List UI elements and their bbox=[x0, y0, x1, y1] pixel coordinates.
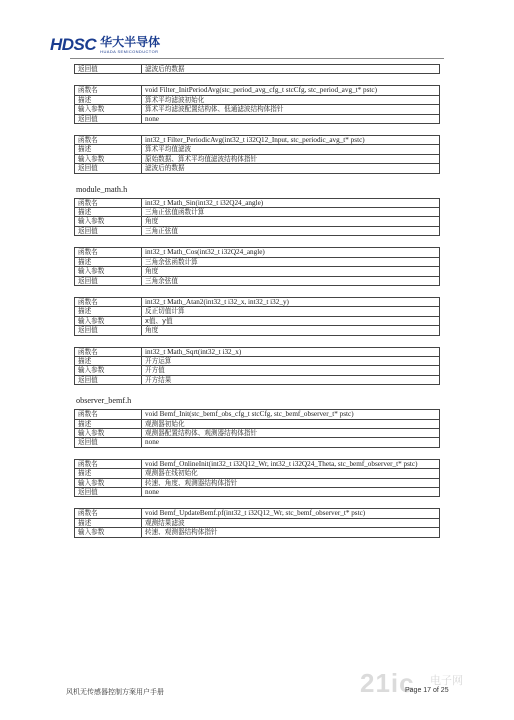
field-label: 输入参数 bbox=[75, 428, 142, 437]
footer-page-number: Page 17 of 25 bbox=[405, 687, 449, 694]
table-row bbox=[75, 509, 440, 518]
header-divider bbox=[70, 58, 444, 59]
table-row bbox=[75, 257, 440, 266]
table-row bbox=[75, 478, 440, 487]
table-row bbox=[75, 248, 440, 257]
field-label: 返回值 bbox=[75, 114, 142, 123]
field-label: 函数名 bbox=[75, 198, 142, 207]
field-label: 描述 bbox=[75, 257, 142, 266]
observer-function-tables bbox=[74, 409, 444, 548]
field-label: 返回值 bbox=[75, 65, 142, 74]
field-value: 角度 bbox=[142, 326, 440, 335]
field-label: 输入参数 bbox=[75, 105, 142, 114]
api-table bbox=[74, 135, 440, 174]
field-value: 观测器配置结构体、观测器结构体指针 bbox=[142, 428, 440, 437]
field-value: 观测器在线初始化 bbox=[142, 469, 440, 478]
field-value: 滤波后的数据 bbox=[142, 65, 440, 74]
field-label: 函数名 bbox=[75, 509, 142, 518]
field-label: 返回值 bbox=[75, 164, 142, 173]
table-row bbox=[75, 114, 440, 123]
field-value: 转速、观测器结构体指针 bbox=[142, 528, 440, 537]
field-label: 输入参数 bbox=[75, 316, 142, 325]
api-table bbox=[74, 508, 440, 537]
field-label: 返回值 bbox=[75, 326, 142, 335]
field-label: 函数名 bbox=[75, 410, 142, 419]
field-value: int32_t Math_Cos(int32_t i32Q24_angle) bbox=[142, 248, 440, 257]
field-value: 三角正弦值 bbox=[142, 226, 440, 235]
field-label: 输入参数 bbox=[75, 366, 142, 375]
api-table bbox=[74, 64, 440, 74]
table-row bbox=[75, 65, 440, 74]
api-table bbox=[74, 198, 440, 237]
api-table bbox=[74, 297, 440, 336]
field-label: 输入参数 bbox=[75, 478, 142, 487]
table-row bbox=[75, 95, 440, 104]
company-logo bbox=[50, 36, 160, 54]
table-row bbox=[75, 419, 440, 428]
table-row bbox=[75, 518, 440, 527]
field-value: 转速、角度、观测器结构体指针 bbox=[142, 478, 440, 487]
table-row bbox=[75, 326, 440, 335]
document-body bbox=[74, 64, 444, 549]
field-label: 函数名 bbox=[75, 347, 142, 356]
math-function-tables bbox=[74, 198, 444, 397]
field-value: 开方值 bbox=[142, 366, 440, 375]
table-row bbox=[75, 86, 440, 95]
field-value: none bbox=[142, 488, 440, 497]
field-label: 描述 bbox=[75, 469, 142, 478]
table-row bbox=[75, 164, 440, 173]
table-row bbox=[75, 307, 440, 316]
field-label: 输入参数 bbox=[75, 528, 142, 537]
field-value: 三角正弦值函数计算 bbox=[142, 208, 440, 217]
table-row bbox=[75, 438, 440, 447]
table-row bbox=[75, 267, 440, 276]
footer-document-title: 风机无传感器控制方案用户手册 bbox=[66, 688, 164, 696]
table-row bbox=[75, 528, 440, 537]
field-label: 函数名 bbox=[75, 86, 142, 95]
field-value: 三角余弦值 bbox=[142, 276, 440, 285]
field-value: none bbox=[142, 438, 440, 447]
field-label: 描述 bbox=[75, 95, 142, 104]
table-row bbox=[75, 366, 440, 375]
field-value: 滤波后的数据 bbox=[142, 164, 440, 173]
table-row bbox=[75, 226, 440, 235]
section-heading-math: module_math.h bbox=[76, 184, 128, 194]
table-row bbox=[75, 154, 440, 163]
table-row bbox=[75, 105, 440, 114]
table-row bbox=[75, 276, 440, 285]
field-value: 原始数据、算术平均值滤波结构体指针 bbox=[142, 154, 440, 163]
field-value: 算术平均滤波配置结构体、低通滤波结构体指针 bbox=[142, 105, 440, 114]
table-row bbox=[75, 356, 440, 365]
api-table bbox=[74, 347, 440, 386]
logo-english-name: HUADA SEMICONDUCTOR bbox=[100, 49, 159, 54]
filter-function-tables bbox=[74, 85, 444, 184]
table-row bbox=[75, 136, 440, 145]
api-table bbox=[74, 85, 440, 124]
table-row bbox=[75, 459, 440, 468]
logo-mark: HDSC bbox=[50, 35, 97, 54]
field-label: 返回值 bbox=[75, 438, 142, 447]
top-table bbox=[74, 64, 444, 74]
field-label: 描述 bbox=[75, 208, 142, 217]
field-value: int32_t Filter_PeriodicAvg(int32_t i32Q12_Input, stc_periodic_avg_t* pstc) bbox=[142, 136, 440, 145]
watermark-text: 电子网 bbox=[430, 674, 463, 687]
field-label: 输入参数 bbox=[75, 267, 142, 276]
table-row bbox=[75, 198, 440, 207]
field-value: 三角余弦函数计算 bbox=[142, 257, 440, 266]
table-row bbox=[75, 208, 440, 217]
table-row bbox=[75, 217, 440, 226]
field-label: 描述 bbox=[75, 307, 142, 316]
field-value: 反正切值计算 bbox=[142, 307, 440, 316]
field-label: 描述 bbox=[75, 145, 142, 154]
field-label: 函数名 bbox=[75, 459, 142, 468]
table-row bbox=[75, 297, 440, 306]
field-value: x值、y值 bbox=[142, 316, 440, 325]
table-row bbox=[75, 316, 440, 325]
logo-chinese-name: 华大半导体 bbox=[100, 35, 161, 49]
field-label: 返回值 bbox=[75, 226, 142, 235]
section-heading-observer: observer_bemf.h bbox=[76, 396, 132, 406]
field-value: int32_t Math_Sqrt(int32_t i32_x) bbox=[142, 347, 440, 356]
field-value: 算术平均值滤波 bbox=[142, 145, 440, 154]
api-table bbox=[74, 459, 440, 498]
field-label: 描述 bbox=[75, 356, 142, 365]
field-value: void Filter_InitPeriodAvg(stc_period_avg_cfg_t stcCfg, stc_period_avg_t* pstc) bbox=[142, 86, 440, 95]
field-value: 观测结果滤波 bbox=[142, 518, 440, 527]
field-value: 开方运算 bbox=[142, 356, 440, 365]
field-label: 返回值 bbox=[75, 375, 142, 384]
field-value: 算术平均滤波初始化 bbox=[142, 95, 440, 104]
field-value: void Bemf_OnlineInit(int32_t i32Q12_Wr, int32_t i32Q24_Theta, stc_bemf_observer_t* pstc) bbox=[142, 459, 440, 468]
field-value: 角度 bbox=[142, 267, 440, 276]
field-label: 输入参数 bbox=[75, 217, 142, 226]
table-row bbox=[75, 428, 440, 437]
field-label: 返回值 bbox=[75, 276, 142, 285]
api-table bbox=[74, 247, 440, 286]
table-row bbox=[75, 469, 440, 478]
table-row bbox=[75, 375, 440, 384]
table-row bbox=[75, 488, 440, 497]
field-label: 函数名 bbox=[75, 297, 142, 306]
watermark-logo: 21ic bbox=[360, 668, 415, 698]
field-value: void Bemf_Init(stc_bemf_obs_cfg_t stcCfg, stc_bemf_observer_t* pstc) bbox=[142, 410, 440, 419]
field-label: 描述 bbox=[75, 518, 142, 527]
field-label: 函数名 bbox=[75, 136, 142, 145]
field-label: 返回值 bbox=[75, 488, 142, 497]
field-value: void Bemf_UpdateBemf.pf(int32_t i32Q12_Wr, stc_bemf_observer_t* pstc) bbox=[142, 509, 440, 518]
field-value: none bbox=[142, 114, 440, 123]
field-value: int32_t Math_Sin(int32_t i32Q24_angle) bbox=[142, 198, 440, 207]
table-row bbox=[75, 145, 440, 154]
field-value: int32_t Math_Atan2(int32_t i32_x, int32_t i32_y) bbox=[142, 297, 440, 306]
field-value: 观测器初始化 bbox=[142, 419, 440, 428]
table-row bbox=[75, 410, 440, 419]
field-label: 函数名 bbox=[75, 248, 142, 257]
field-value: 开方结果 bbox=[142, 375, 440, 384]
table-row bbox=[75, 347, 440, 356]
field-label: 输入参数 bbox=[75, 154, 142, 163]
field-value: 角度 bbox=[142, 217, 440, 226]
api-table bbox=[74, 409, 440, 448]
field-label: 描述 bbox=[75, 419, 142, 428]
